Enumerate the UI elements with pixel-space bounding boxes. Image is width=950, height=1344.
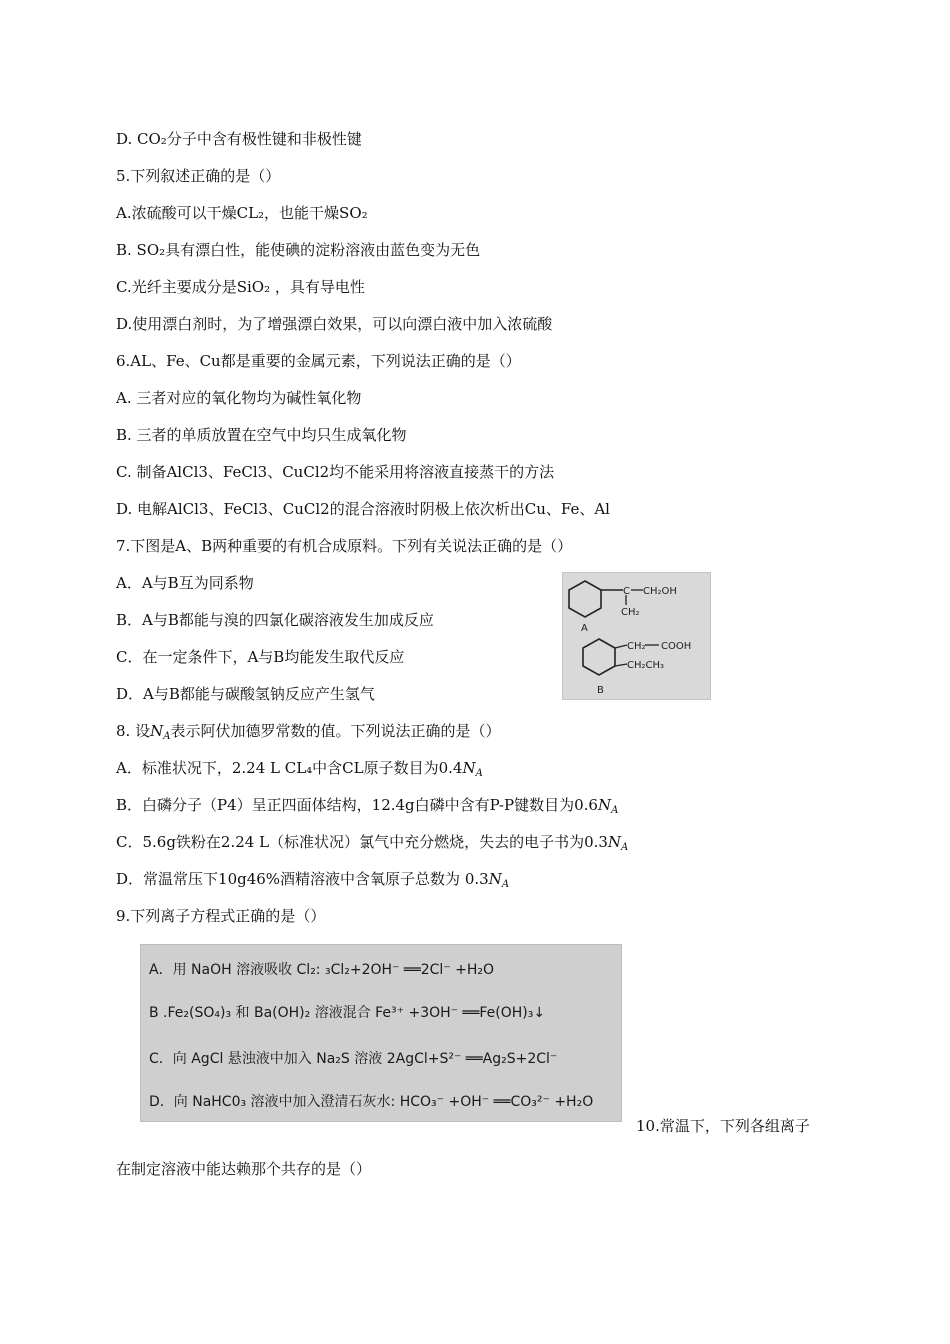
na-symbol: [598, 796, 618, 814]
benzene-ring-a: [569, 581, 601, 617]
na-subscript: A: [163, 731, 171, 742]
na-subscript: A: [621, 842, 629, 853]
label-c: C: [623, 586, 630, 597]
na-base: N: [597, 796, 612, 814]
na-symbol: [489, 870, 509, 888]
question-6-option-a: A. 三者对应的氧化物均为碱性氧化物: [116, 389, 362, 407]
option-text: B．白磷分子（P4）呈正四面体结构，12.4g白磷中含有P-P键数目为0.6: [116, 796, 598, 814]
label-cooh: COOH: [661, 641, 692, 652]
na-base: N: [488, 870, 502, 888]
question-8-option-c: [116, 832, 628, 858]
label-a: A: [581, 623, 588, 634]
bond-b-1: [615, 645, 627, 648]
question-6-stem: 6.AL、Fe、Cu都是重要的金属元素，下列说法正确的是（）: [116, 352, 521, 370]
label-ch2ch3: CH₂CH₃: [627, 660, 665, 671]
question-10-stem-part1: 10.常温下，下列各组离子: [636, 1117, 810, 1135]
na-subscript: A: [475, 768, 483, 779]
na-symbol: [462, 759, 482, 777]
na-base: N: [462, 759, 476, 777]
question-6-option-d: D. 电解AlCl3、FeCl3、CuCl2的混合溶液时阴极上依次析出Cu、Fe、Al: [116, 500, 610, 518]
na-base: N: [607, 833, 622, 851]
label-b: B: [597, 685, 604, 696]
na-subscript: A: [611, 805, 619, 816]
equation-b: B .Fe₂(SO₄)₃ 和 Ba(OH)₂ 溶液混合 Fe³⁺ +3OH⁻ ══Fe(OH)₃↓: [149, 1005, 546, 1021]
ionic-equations-figure: [140, 944, 622, 1122]
question-9-stem: 9.下列离子方程式正确的是（）: [116, 907, 326, 925]
question-8-prefix: 8. 设: [116, 722, 151, 740]
question-4-option-d: D. CO₂分子中含有极性键和非极性键: [116, 130, 362, 148]
question-5-stem: 5.下列叙述正确的是（）: [116, 167, 281, 185]
question-6-option-c: C. 制备AlCl3、FeCl3、CuCl2均不能采用将溶液直接蒸干的方法: [116, 463, 555, 481]
question-7-stem: 7.下图是A、B两种重要的有机合成原料。下列有关说法正确的是（）: [116, 537, 573, 555]
na-symbol: [608, 833, 628, 851]
option-text: D．常温常压下10g46%酒精溶液中含氧原子总数为 0.3: [116, 870, 489, 888]
question-6-option-b: B. 三者的单质放置在空气中均只生成氧化物: [116, 426, 407, 444]
structure-figure-a-b: [562, 572, 711, 700]
equation-d: D．向 NaHC0₃ 溶液中加入澄清石灰水: HCO₃⁻ +OH⁻ ══CO₃²⁻ +H₂O: [149, 1094, 594, 1110]
question-8-suffix: 表示阿伏加德罗常数的值。下列说法正确的是（）: [170, 722, 501, 740]
question-5-option-d: D.使用漂白剂时，为了增强漂白效果，可以向漂白液中加入浓硫酸: [116, 315, 553, 333]
equation-a: A．用 NaOH 溶液吸收 Cl₂: ₃Cl₂+2OH⁻ ══2Cl⁻ +H₂O: [149, 962, 495, 978]
question-7-option-c: C．在一定条件下，A与B均能发生取代反应: [116, 648, 405, 666]
bond-b-3: [615, 664, 627, 666]
label-ch2-a: CH₂: [621, 607, 640, 618]
na-base: N: [150, 722, 164, 740]
equation-c: C．向 AgCl 悬浊液中加入 Na₂S 溶液 2AgCl+S²⁻ ══Ag₂S+2Cl⁻: [149, 1051, 558, 1067]
na-subscript: A: [501, 879, 510, 890]
question-10-stem-part2: 在制定溶液中能达赖那个共存的是（）: [116, 1160, 372, 1178]
question-5-option-a: A.浓硫酸可以干燥CL₂，也能干燥SO₂: [116, 204, 368, 222]
question-8-option-d: [116, 869, 509, 895]
benzene-ring-b: [583, 639, 615, 675]
question-8-stem: [116, 721, 500, 747]
question-8-option-a: [116, 758, 483, 784]
label-ch2oh: CH₂OH: [643, 586, 677, 597]
structure-drawing: [563, 573, 710, 699]
na-symbol: [150, 722, 170, 740]
question-7-option-d: D．A与B都能与碳酸氢钠反应产生氢气: [116, 685, 375, 703]
question-5-option-c: C.光纤主要成分是SiO₂ ，具有导电性: [116, 278, 365, 296]
question-5-option-b: B. SO₂具有漂白性，能使碘的淀粉溶液由蓝色变为无色: [116, 241, 481, 259]
option-text: C．5.6g铁粉在2.24 L（标准状况）氯气中充分燃烧，失去的电子书为0.3: [116, 833, 608, 851]
label-ch2-b: CH₂: [627, 641, 646, 652]
option-text: A．标准状况下，2.24 L CL₄中含CL原子数目为0.4: [116, 759, 463, 777]
question-7-option-b: B．A与B都能与溴的四氯化碳溶液发生加成反应: [116, 611, 434, 629]
question-7-option-a: A．A与B互为同系物: [116, 574, 254, 592]
question-8-option-b: [116, 795, 618, 821]
